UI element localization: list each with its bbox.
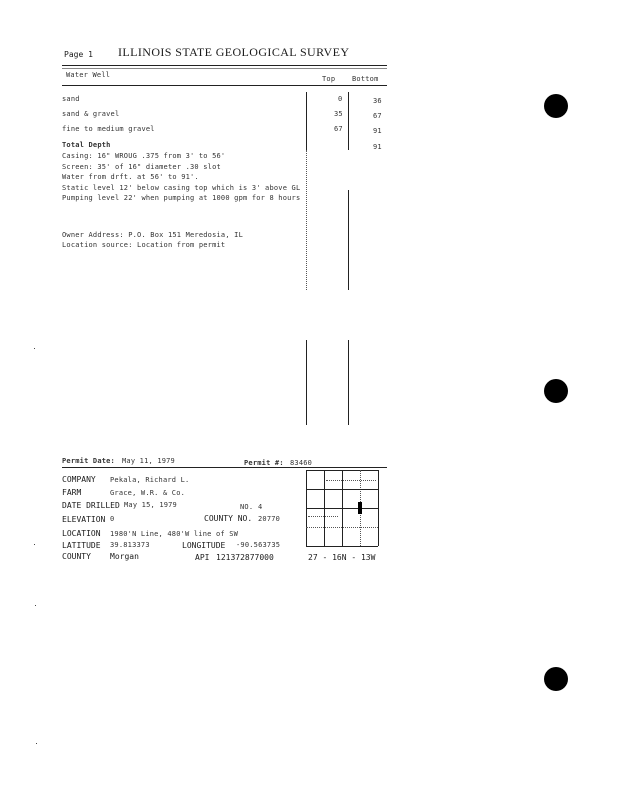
permit-date-value: May 11, 1979 <box>122 457 175 465</box>
grid-line <box>306 527 378 528</box>
elevation-label: ELEVATION <box>62 515 106 524</box>
county-no-value: 20770 <box>258 515 281 523</box>
log-row-top: 67 <box>334 125 343 133</box>
company-value: Pekala, Richard L. <box>110 476 190 484</box>
header-rule <box>62 65 387 66</box>
table-header-rule <box>62 85 387 86</box>
casing-note: Casing: 16" WROUG .375 from 3' to 56' <box>62 152 226 160</box>
log-row-bottom: 36 <box>373 97 382 105</box>
longitude-value: -90.563735 <box>236 541 281 549</box>
section-label: Water Well <box>66 71 111 79</box>
county-label: COUNTY <box>62 552 91 561</box>
col-divider-right <box>348 92 349 150</box>
farm-value: Grace, W.R. & Co. <box>110 489 186 497</box>
permit-number-label: Permit #: <box>244 459 284 467</box>
punch-hole-bottom <box>544 667 568 691</box>
col-divider-left <box>306 92 307 150</box>
api-value: 121372877000 <box>216 553 274 562</box>
grid-line <box>306 489 378 490</box>
county-value: Morgan <box>110 552 139 561</box>
log-row-top: 0 <box>338 95 343 103</box>
location-source-note: Location source: Location from permit <box>62 241 226 249</box>
col-divider-left-dotted <box>306 150 307 290</box>
col-divider-left-lower <box>306 340 307 425</box>
static-level-note: Static level 12' below casing top which is 3' above GL <box>62 184 301 192</box>
grid-line <box>306 508 378 509</box>
well-no-value: 4 <box>258 503 263 511</box>
location-value: 1980'N Line, 480'W line of SW <box>110 530 239 538</box>
grid-line <box>308 516 338 517</box>
longitude-label: LONGITUDE <box>182 541 226 550</box>
well-location-mark <box>358 502 362 514</box>
grid-border-bottom <box>306 546 378 547</box>
log-row-top: 35 <box>334 110 343 118</box>
log-row-material: sand <box>62 95 80 103</box>
elevation-value: 0 <box>110 515 115 523</box>
county-no-label: COUNTY NO. <box>204 514 253 523</box>
punch-hole-top <box>544 94 568 118</box>
scan-speck <box>36 743 37 744</box>
company-label: COMPANY <box>62 475 96 484</box>
date-drilled-label: DATE DRILLED <box>62 501 120 510</box>
total-depth-label: Total Depth <box>62 141 111 149</box>
log-row-material: sand & gravel <box>62 110 120 118</box>
township-range: 27 - 16N - 13W <box>308 553 376 562</box>
scan-speck <box>34 544 35 545</box>
permit-date-label: Permit Date: <box>62 457 115 465</box>
api-label: API <box>195 553 210 562</box>
latitude-value: 39.813373 <box>110 541 150 549</box>
location-label: LOCATION <box>62 529 101 538</box>
log-row-bottom: 91 <box>373 127 382 135</box>
log-row-bottom: 67 <box>373 112 382 120</box>
punch-hole-middle <box>544 379 568 403</box>
page-title: ILLINOIS STATE GEOLOGICAL SURVEY <box>118 45 350 59</box>
page-label: Page 1 <box>64 50 93 59</box>
col-divider-right-lower <box>348 340 349 425</box>
date-drilled-value: May 15, 1979 <box>124 501 177 509</box>
grid-border-right <box>378 470 379 546</box>
screen-note: Screen: 35' of 16" diameter .30 slot <box>62 163 221 171</box>
log-row-material: fine to medium gravel <box>62 125 155 133</box>
owner-address-note: Owner Address: P.O. Box 151 Meredosia, IL <box>62 231 243 239</box>
scan-speck <box>34 348 35 349</box>
section-grid <box>306 470 378 546</box>
col-bottom-header: Bottom <box>352 75 379 83</box>
grid-line <box>326 480 376 481</box>
col-divider-right-cont <box>348 190 349 290</box>
farm-label: FARM <box>62 488 82 497</box>
well-no-label: NO. <box>240 503 254 511</box>
total-depth-value: 91 <box>373 143 382 151</box>
permit-rule <box>62 467 387 468</box>
water-from-note: Water from drft. at 56' to 91'. <box>62 173 199 181</box>
latitude-label: LATITUDE <box>62 541 101 550</box>
header-rule-2 <box>62 68 387 69</box>
col-top-header: Top <box>322 75 336 83</box>
scan-speck <box>35 605 36 606</box>
permit-number-value: 83460 <box>290 459 313 467</box>
pumping-level-note: Pumping level 22' when pumping at 1000 gpm for 8 hours <box>62 194 301 202</box>
